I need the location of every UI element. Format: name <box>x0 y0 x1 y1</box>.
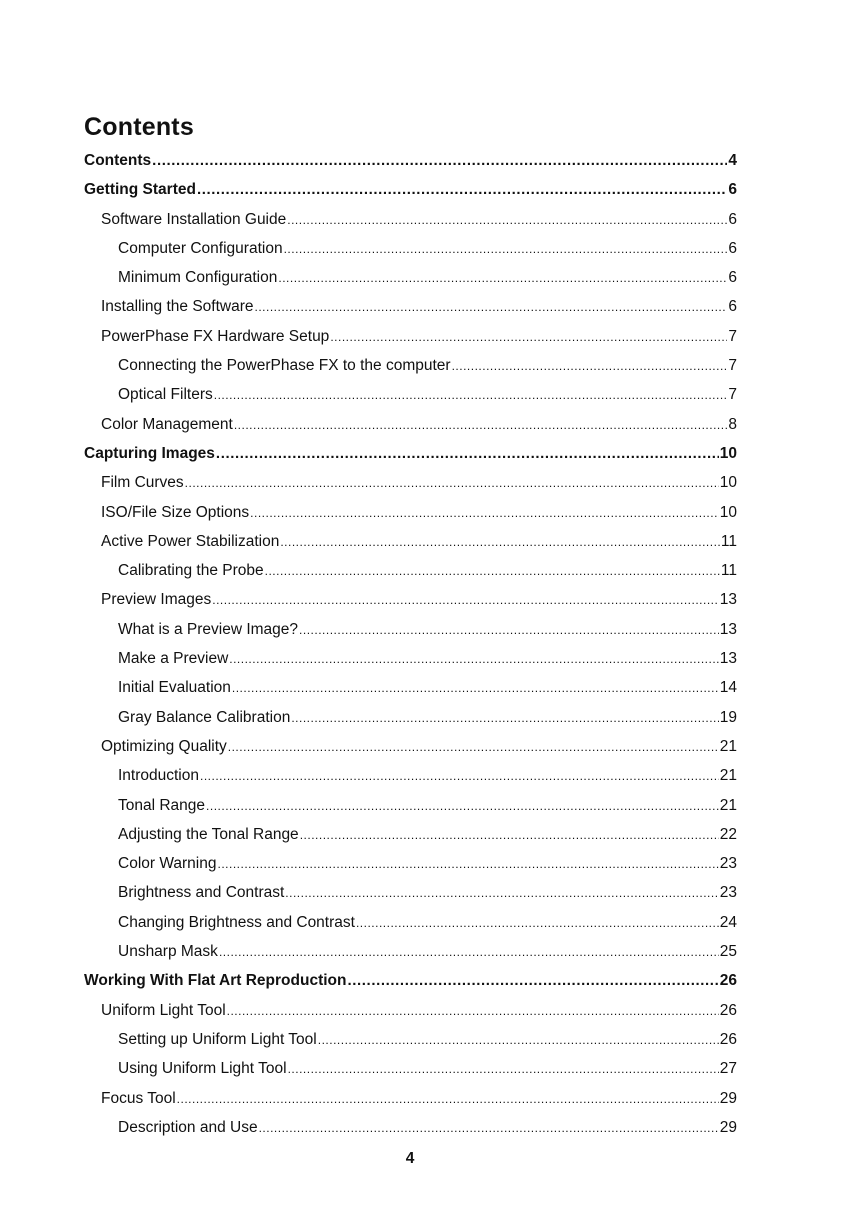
toc-leader-dots <box>284 235 728 264</box>
toc-entry-label: Uniform Light Tool <box>101 1001 226 1019</box>
toc-entry-label: Calibrating the Probe <box>118 562 264 580</box>
toc-entry[interactable] <box>84 1025 737 1054</box>
toc-entry[interactable] <box>84 410 737 439</box>
toc-leader-dots <box>452 352 728 381</box>
toc-entry-label: Adjusting the Tonal Range <box>118 825 299 843</box>
toc-entry-label: Contents <box>84 152 152 169</box>
toc-entry-label: Gray Balance Calibration <box>118 708 291 726</box>
toc-entry-page: 10 <box>719 444 737 462</box>
toc-entry-label: Introduction <box>118 767 199 785</box>
toc-entry-page: 21 <box>719 796 737 814</box>
toc-leader-dots <box>152 146 727 175</box>
toc-entry-page: 26 <box>719 1030 737 1048</box>
toc-entry[interactable] <box>84 322 737 351</box>
toc-entry[interactable] <box>84 556 737 585</box>
toc-entry-page: 7 <box>728 386 737 404</box>
toc-entry-label: Color Warning <box>118 855 217 873</box>
toc-entry-page: 29 <box>719 1089 737 1107</box>
toc-leader-dots <box>278 264 727 293</box>
toc-entry-label: Getting Started <box>84 181 196 199</box>
toc-entry-page: 11 <box>720 532 737 550</box>
toc-entry-label: Installing the Software <box>101 298 254 316</box>
toc-entry[interactable] <box>84 380 737 409</box>
toc-leader-dots <box>227 997 719 1026</box>
toc-entry-label: Optical Filters <box>118 386 213 404</box>
toc-entry-page: 7 <box>728 327 737 345</box>
toc-entry[interactable] <box>84 761 737 790</box>
page-title: Contents <box>84 113 194 141</box>
toc-entry-page: 14 <box>719 679 737 697</box>
toc-leader-dots <box>318 1026 719 1055</box>
toc-entry[interactable] <box>84 468 737 497</box>
toc-leader-dots <box>214 381 728 410</box>
toc-entry[interactable] <box>84 820 737 849</box>
toc-leader-dots <box>206 792 719 821</box>
toc-entry-page: 4 <box>728 152 737 169</box>
toc-entry-page: 27 <box>719 1060 737 1078</box>
toc-entry[interactable] <box>84 791 737 820</box>
toc-entry-label: Unsharp Mask <box>118 943 218 961</box>
toc-leader-dots <box>280 528 720 557</box>
toc-entry[interactable] <box>84 908 737 937</box>
toc-entry-label: Focus Tool <box>101 1089 176 1107</box>
toc-entry-page: 6 <box>728 210 737 228</box>
toc-leader-dots <box>285 879 718 908</box>
toc-entry-label: ISO/File Size Options <box>101 503 250 521</box>
toc-leader-dots <box>265 557 720 586</box>
toc-entry-page: 10 <box>719 503 737 521</box>
toc-leader-dots <box>229 645 718 674</box>
toc-entry[interactable] <box>84 673 737 702</box>
toc-entry[interactable] <box>84 527 737 556</box>
toc-entry-page: 6 <box>728 269 737 287</box>
toc-entry-label: Initial Evaluation <box>118 679 231 697</box>
toc-entry-label: Color Management <box>101 415 233 433</box>
toc-entry-label: Film Curves <box>101 474 184 492</box>
toc-entry[interactable] <box>84 439 737 468</box>
toc-entry-page: 29 <box>719 1118 737 1136</box>
toc-entry-page: 13 <box>719 591 737 609</box>
toc-entry-label: What is a Preview Image? <box>118 620 299 638</box>
toc-entry[interactable] <box>84 644 737 673</box>
toc-entry-label: Active Power Stabilization <box>101 532 280 550</box>
toc-entry-page: 6 <box>728 181 737 199</box>
toc-leader-dots <box>288 1055 719 1084</box>
toc-entry[interactable] <box>84 146 737 175</box>
toc-leader-dots <box>300 821 719 850</box>
toc-leader-dots <box>347 966 718 995</box>
toc-entry-label: Brightness and Contrast <box>118 884 285 902</box>
page-number: 4 <box>405 1150 415 1167</box>
toc-leader-dots <box>330 323 727 352</box>
toc-leader-dots <box>218 850 719 879</box>
toc-entry-page: 19 <box>719 708 737 726</box>
toc-entry-label: Using Uniform Light Tool <box>118 1060 287 1078</box>
toc-entry[interactable] <box>84 175 737 204</box>
toc-entry[interactable] <box>84 263 737 292</box>
table-of-contents <box>84 146 737 1142</box>
toc-entry-page: 6 <box>728 298 737 316</box>
toc-leader-dots <box>255 293 728 322</box>
toc-entry-page: 13 <box>719 620 737 638</box>
toc-entry-page: 21 <box>719 767 737 785</box>
toc-entry-page: 25 <box>719 943 737 961</box>
toc-entry[interactable] <box>84 205 737 234</box>
toc-entry-page: 7 <box>728 357 737 375</box>
toc-leader-dots <box>299 616 719 645</box>
toc-entry-label: Minimum Configuration <box>118 269 278 287</box>
toc-entry-label: Description and Use <box>118 1118 258 1136</box>
toc-entry[interactable] <box>84 351 737 380</box>
toc-entry-label: PowerPhase FX Hardware Setup <box>101 327 330 345</box>
toc-entry-page: 10 <box>719 474 737 492</box>
toc-entry[interactable] <box>84 615 737 644</box>
toc-leader-dots <box>356 909 719 938</box>
toc-entry-page: 26 <box>719 1001 737 1019</box>
toc-entry-label: Preview Images <box>101 591 212 609</box>
toc-entry-label: Tonal Range <box>118 796 206 814</box>
toc-entry-label: Optimizing Quality <box>101 737 227 755</box>
toc-leader-dots <box>234 411 728 440</box>
toc-entry-label: Working With Flat Art Reproduction <box>84 972 347 990</box>
toc-entry[interactable] <box>84 1113 737 1142</box>
toc-entry-page: 23 <box>719 855 737 873</box>
toc-entry[interactable] <box>84 585 737 614</box>
toc-leader-dots <box>287 206 727 235</box>
toc-leader-dots <box>259 1114 719 1143</box>
toc-entry-page: 26 <box>719 972 737 990</box>
toc-entry[interactable] <box>84 966 737 995</box>
toc-entry-page: 8 <box>728 415 737 433</box>
toc-leader-dots <box>200 762 719 791</box>
toc-leader-dots <box>177 1085 719 1114</box>
toc-entry-label: Connecting the PowerPhase FX to the computer <box>118 357 451 375</box>
toc-leader-dots <box>216 439 719 468</box>
toc-entry[interactable] <box>84 703 737 732</box>
toc-entry[interactable] <box>84 937 737 966</box>
toc-entry-label: Changing Brightness and Contrast <box>118 913 355 931</box>
toc-entry-page: 23 <box>719 884 737 902</box>
toc-entry[interactable] <box>84 234 737 263</box>
toc-leader-dots <box>197 175 727 204</box>
toc-entry[interactable] <box>84 498 737 527</box>
toc-entry[interactable] <box>84 878 737 907</box>
toc-entry[interactable] <box>84 1084 737 1113</box>
toc-leader-dots <box>185 469 719 498</box>
toc-entry-page: 13 <box>719 650 737 668</box>
toc-entry-label: Computer Configuration <box>118 239 283 257</box>
toc-entry[interactable] <box>84 1054 737 1083</box>
toc-entry[interactable] <box>84 996 737 1025</box>
toc-entry-label: Software Installation Guide <box>101 210 287 228</box>
toc-leader-dots <box>250 499 719 528</box>
toc-entry[interactable] <box>84 732 737 761</box>
toc-entry-page: 24 <box>719 913 737 931</box>
toc-entry-page: 22 <box>719 825 737 843</box>
toc-leader-dots <box>291 704 718 733</box>
toc-leader-dots <box>212 586 718 615</box>
toc-entry-label: Capturing Images <box>84 444 215 462</box>
toc-entry-page: 6 <box>728 239 737 257</box>
toc-entry-page: 21 <box>719 737 737 755</box>
toc-leader-dots <box>219 938 719 967</box>
toc-entry-label: Setting up Uniform Light Tool <box>118 1030 317 1048</box>
toc-entry[interactable] <box>84 849 737 878</box>
toc-leader-dots <box>232 674 719 703</box>
toc-leader-dots <box>228 733 719 762</box>
toc-entry-page: 11 <box>720 562 737 580</box>
toc-entry-label: Make a Preview <box>118 650 229 668</box>
toc-entry[interactable] <box>84 292 737 321</box>
